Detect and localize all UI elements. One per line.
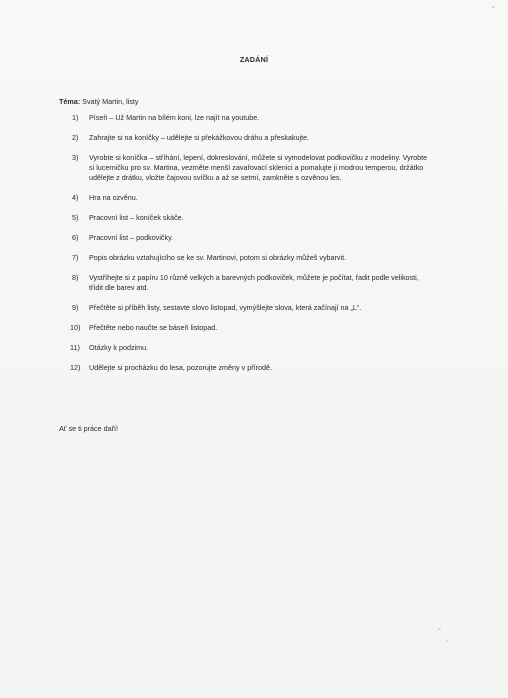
item-number: 4): [72, 193, 79, 202]
item-number: 2): [72, 133, 79, 142]
list-item: [72, 153, 432, 183]
item-number: 8): [72, 273, 79, 282]
item-number: 7): [72, 253, 79, 262]
item-number: 1): [72, 113, 79, 122]
item-text: Udělejte si procházku do lesa, pozorujte změny v přírodě.: [89, 363, 272, 372]
item-number: 3): [72, 153, 79, 162]
closing-line: Ať se ti práce daří!: [59, 424, 119, 433]
item-number: 11): [70, 343, 80, 352]
item-text: Hra na ozvěnu.: [89, 193, 138, 202]
list-item: [72, 133, 432, 143]
scan-speck: [446, 640, 448, 642]
topic-value: Svatý Martin, listy: [82, 97, 139, 106]
scan-speck: [438, 628, 441, 630]
list-item: [72, 113, 432, 123]
item-text: Otázky k podzimu.: [89, 343, 149, 352]
item-text: Vystříhejte si z papíru 10 různě velkých a barevných podkoviček, můžete je počítat, řadit podle velikosti, třídit dle barev atd.: [89, 273, 419, 292]
item-text: Pracovní list – koníček skáče.: [89, 213, 184, 222]
topic-label: Téma:: [59, 97, 81, 106]
list-item: [72, 363, 432, 373]
list-item: [72, 213, 432, 223]
item-text: Vyrobte si koníčka – stříhání, lepení, dokreslování, můžete si vymodelovat podkovičku z modeliny. Vyrobte si lucerničku pro sv. Martina, vezměte menší zavařovací sklenici a pomalujte ji modrou temperou, držátko udělejte z drátku, vložte čajovou svíčku a až se setmí, zamkněte s ozvěnou les.: [89, 153, 428, 182]
topic-line: [59, 97, 139, 106]
list-item: [72, 273, 432, 293]
list-item: [72, 343, 432, 353]
item-number: 12): [70, 363, 81, 372]
list-item: [72, 253, 432, 263]
item-number: 6): [72, 233, 79, 242]
list-item: [72, 193, 432, 203]
list-item: [72, 303, 432, 313]
page-title: ZADÁNÍ: [239, 55, 269, 64]
scan-speck: [492, 6, 495, 8]
item-number: 5): [72, 213, 79, 222]
item-number: 9): [72, 303, 79, 312]
item-text: Pracovní list – podkovičky.: [89, 233, 174, 242]
item-number: 10): [70, 323, 81, 332]
item-text: Přečtěte nebo naučte se báseň listopad.: [89, 323, 218, 332]
item-text: Píseň – Už Martin na bílém koni, lze najít na youtube.: [89, 113, 260, 122]
item-text: Zahrajte si na koníčky – udělejte si překážkovou dráhu a přeskakujte.: [89, 133, 310, 142]
list-item: [72, 323, 432, 333]
task-list: [72, 113, 432, 383]
item-text: Popis obrázku vztahujícího se ke sv. Martinovi, potom si obrázky můžeš vybarvit.: [89, 253, 347, 262]
item-text: Přečtěte si příběh listy, sestavte slovo listopad, vymýšlejte slova, která začínají na „L“.: [89, 303, 362, 312]
list-item: [72, 233, 432, 243]
